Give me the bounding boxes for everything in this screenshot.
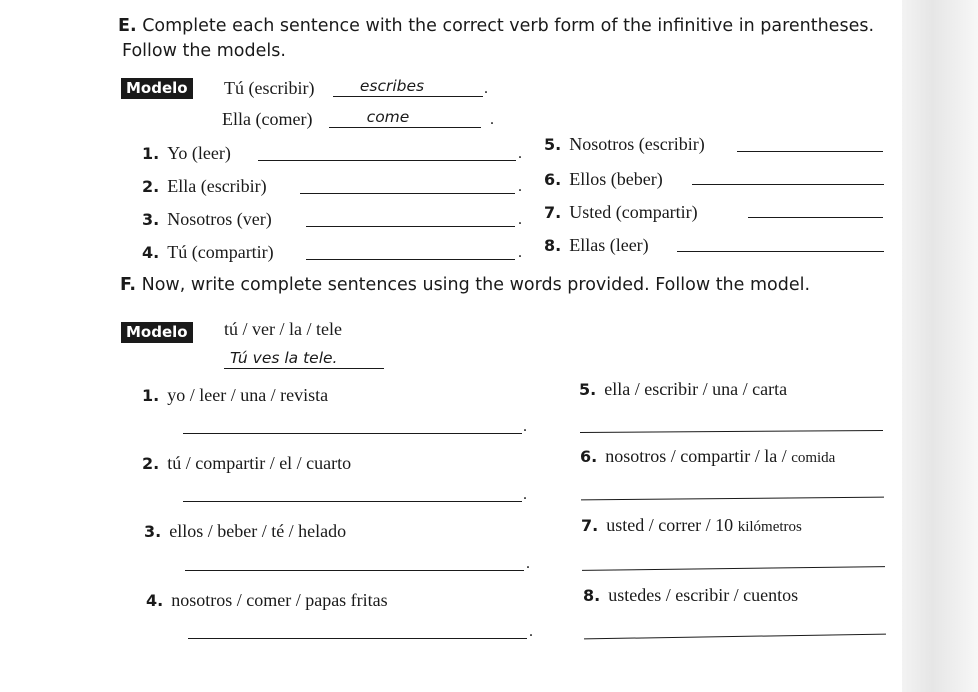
period: . — [518, 145, 522, 162]
item-prompt-tail: comida — [791, 450, 836, 466]
answer-line-f2 — [183, 501, 522, 502]
section-e-model2-answer: come — [366, 108, 410, 126]
item-prompt: nosotros / comer / papas fritas — [171, 590, 388, 610]
item-prompt: usted / correr / 10 — [606, 515, 738, 535]
item-number: 2. — [142, 454, 160, 473]
section-f-model-answer: Tú ves la tele. — [230, 349, 338, 367]
period: . — [518, 211, 522, 228]
item-number: 5. — [579, 380, 597, 399]
item-prompt: ellos / beber / té / helado — [169, 521, 347, 541]
section-f-letter: F. — [120, 275, 137, 295]
section-f-item-4 — [146, 590, 388, 611]
item-number: 1. — [142, 144, 160, 163]
item-number: 5. — [544, 135, 562, 154]
section-f-model-prompt: tú / ver / la / tele — [224, 319, 342, 339]
period: . — [526, 555, 530, 572]
section-e-item-6 — [544, 169, 663, 190]
answer-line-e5 — [737, 151, 883, 152]
period: . — [523, 486, 527, 503]
section-e-modelo-badge: Modelo — [121, 78, 193, 99]
section-e-item-5 — [544, 134, 705, 155]
item-prompt: Ella (escribir) — [167, 176, 267, 196]
section-f-model-line — [224, 368, 384, 369]
section-e-model2-line — [329, 127, 481, 128]
answer-line-e6 — [692, 184, 884, 185]
answer-line-f3 — [185, 570, 524, 571]
section-e-heading — [118, 16, 874, 36]
item-prompt: ustedes / escribir / cuentos — [608, 585, 799, 605]
answer-line-f8 — [584, 634, 886, 640]
section-f-instruction: Now, write complete sentences using the words provided. Follow the model. — [141, 275, 811, 295]
section-f-item-8 — [583, 585, 798, 606]
section-f-item-2 — [142, 453, 351, 474]
answer-line-e1 — [258, 160, 516, 161]
page-edge-shadow — [902, 0, 978, 692]
period: . — [518, 178, 522, 195]
section-e-model1-prompt: Tú (escribir) — [224, 78, 315, 98]
item-prompt: tú / compartir / el / cuarto — [167, 453, 352, 473]
section-e-item-3 — [142, 209, 272, 230]
item-number: 6. — [580, 447, 598, 466]
item-prompt: Usted (compartir) — [569, 202, 698, 222]
section-f-item-5 — [579, 379, 787, 400]
item-prompt: Nosotros (escribir) — [569, 134, 705, 154]
answer-line-e3 — [306, 226, 515, 227]
section-e-item-1 — [142, 143, 231, 164]
section-e-item-7 — [544, 202, 698, 223]
section-e-item-8 — [544, 235, 649, 256]
item-number: 7. — [544, 203, 562, 222]
item-number: 2. — [142, 177, 160, 196]
section-e-letter: E. — [118, 16, 137, 36]
item-prompt: Tú (compartir) — [167, 242, 274, 262]
section-e-item-4 — [142, 242, 274, 263]
item-number: 7. — [581, 516, 599, 535]
item-prompt: Yo (leer) — [167, 143, 231, 163]
answer-line-e7 — [748, 217, 883, 218]
section-e-instruction: Complete each sentence with the correct verb form of the infinitive in parentheses. — [142, 16, 875, 36]
section-e-instruction-line2: Follow the models. — [122, 41, 286, 61]
section-f-heading — [120, 275, 810, 295]
period: . — [484, 80, 488, 97]
item-prompt: ella / escribir / una / carta — [604, 379, 788, 399]
item-number: 6. — [544, 170, 562, 189]
section-f-item-3 — [144, 521, 346, 542]
section-e-model2-prompt: Ella (comer) — [222, 109, 313, 129]
section-e-item-2 — [142, 176, 267, 197]
item-prompt-tail: kilómetros — [737, 519, 802, 535]
item-number: 3. — [142, 210, 160, 229]
answer-line-f5 — [580, 430, 883, 433]
item-prompt: Ellas (leer) — [569, 235, 649, 255]
section-f-item-6 — [580, 446, 835, 467]
period: . — [529, 623, 533, 640]
item-prompt: yo / leer / una / revista — [167, 385, 329, 405]
answer-line-f7 — [582, 566, 885, 571]
section-e-model1-line — [333, 96, 483, 97]
item-number: 4. — [146, 591, 164, 610]
answer-line-e4 — [306, 259, 515, 260]
item-number: 8. — [583, 586, 601, 605]
item-prompt: Nosotros (ver) — [167, 209, 272, 229]
item-prompt: nosotros / compartir / la / — [605, 446, 792, 466]
item-number: 1. — [142, 386, 160, 405]
item-number: 3. — [144, 522, 162, 541]
section-f-item-7 — [581, 515, 802, 536]
item-number: 8. — [544, 236, 562, 255]
section-f-modelo-badge: Modelo — [121, 322, 193, 343]
answer-line-f4 — [188, 638, 527, 639]
item-number: 4. — [142, 243, 160, 262]
answer-line-f6 — [581, 497, 884, 501]
period: . — [518, 244, 522, 261]
answer-line-e8 — [677, 251, 884, 252]
period: . — [490, 111, 494, 128]
period: . — [523, 418, 527, 435]
item-prompt: Ellos (beber) — [569, 169, 663, 189]
answer-line-f1 — [183, 433, 522, 434]
answer-line-e2 — [300, 193, 515, 194]
section-e-model1-answer: escribes — [359, 77, 425, 95]
section-f-item-1 — [142, 385, 328, 406]
